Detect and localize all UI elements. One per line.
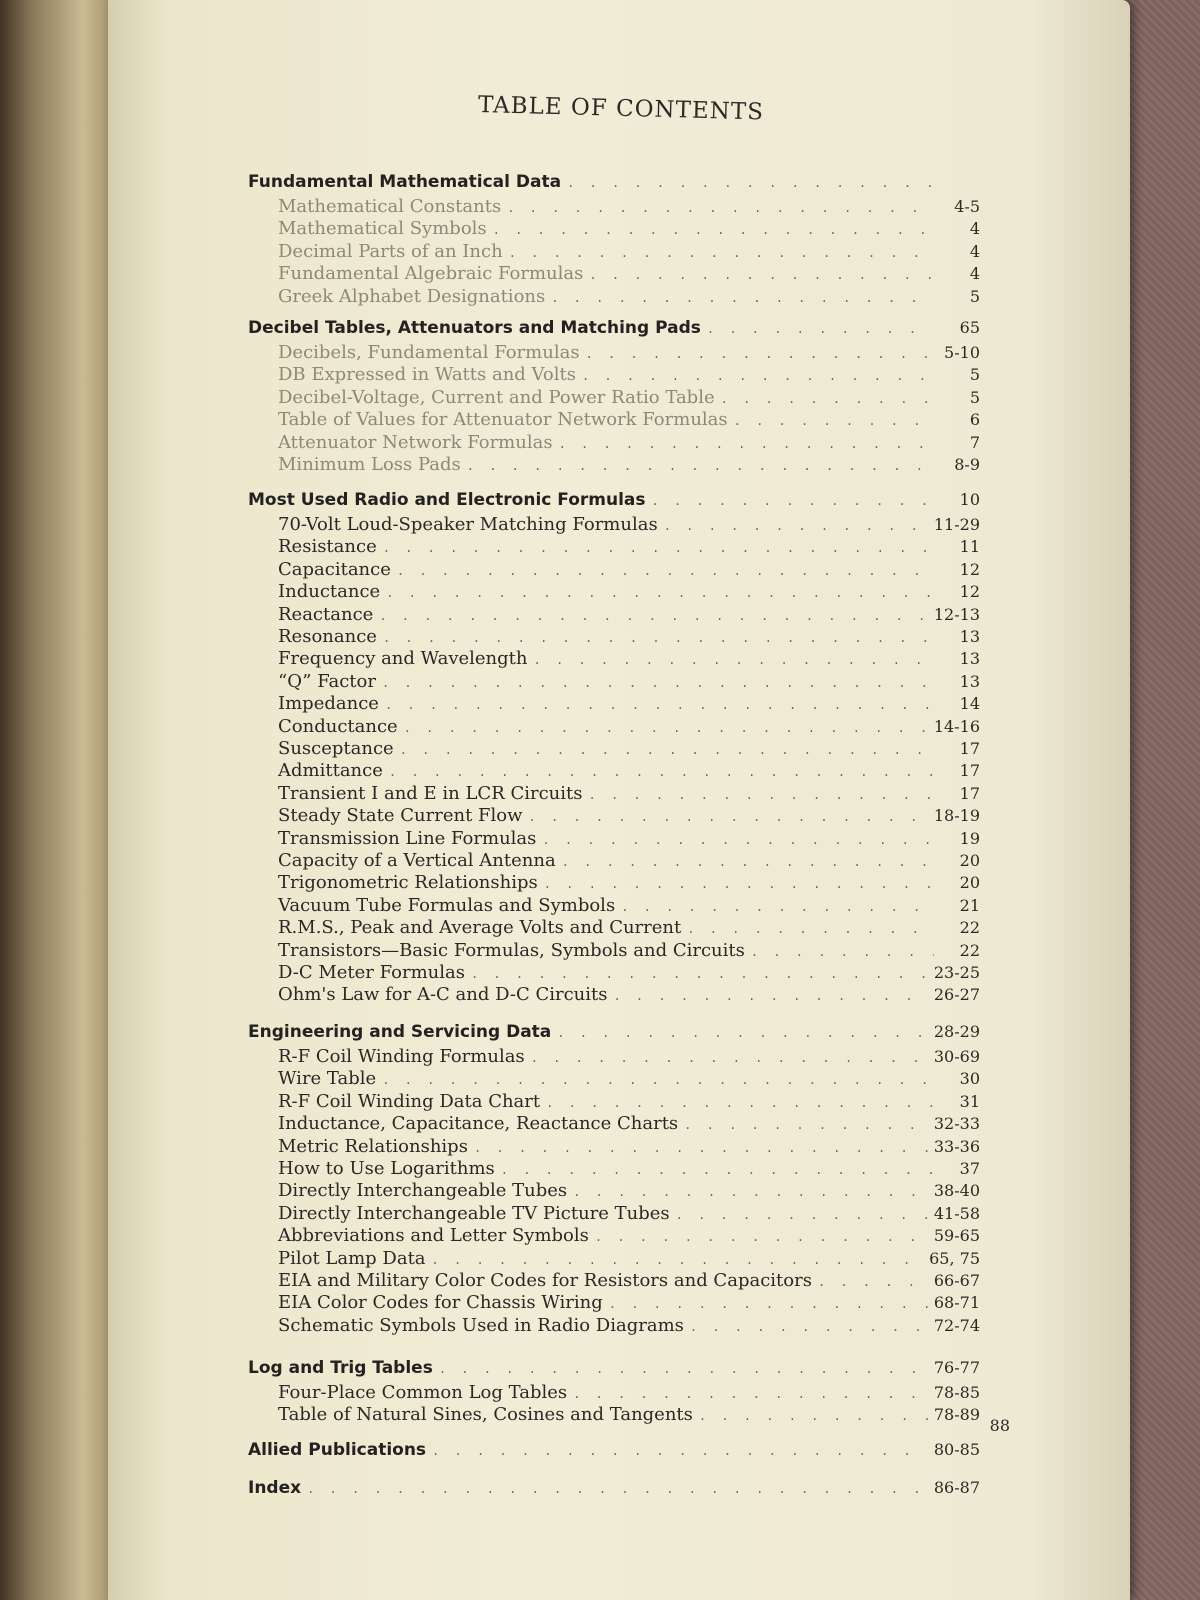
entry-title: Resonance bbox=[278, 626, 377, 647]
left-page-edge bbox=[0, 0, 110, 1600]
entry-title: R-F Coil Winding Formulas bbox=[278, 1046, 525, 1067]
dot-leader bbox=[573, 1185, 928, 1199]
toc-entry bbox=[108, 286, 1130, 310]
toc-section-heading bbox=[108, 1440, 1130, 1464]
toc-entry bbox=[108, 1158, 1130, 1182]
toc-entry bbox=[108, 940, 1130, 964]
entry-title: Mathematical Constants bbox=[278, 196, 502, 217]
entry-title: Greek Alphabet Designations bbox=[278, 285, 546, 307]
toc-entry bbox=[108, 783, 1130, 807]
toc-entry bbox=[108, 1248, 1130, 1272]
page-number: 13 bbox=[959, 627, 980, 646]
entry-title: Capacity of a Vertical Antenna bbox=[278, 850, 556, 871]
dot-leader bbox=[432, 1253, 924, 1267]
page-number: 30-69 bbox=[933, 1047, 980, 1066]
entry-title: Abbreviations and Letter Symbols bbox=[278, 1225, 589, 1247]
page-number: 18-19 bbox=[933, 806, 980, 826]
dot-leader bbox=[818, 1275, 928, 1289]
entry-title: Wire Table bbox=[278, 1068, 377, 1090]
toc-entry bbox=[108, 872, 1130, 896]
toc-section-heading bbox=[108, 318, 1130, 342]
dot-leader bbox=[690, 1320, 928, 1334]
page-number: 4 bbox=[969, 264, 980, 284]
page-number: 20 bbox=[959, 851, 980, 870]
page-number: 59-65 bbox=[933, 1226, 980, 1246]
dot-leader bbox=[684, 1118, 928, 1132]
book-page bbox=[108, 0, 1130, 1600]
dot-leader bbox=[573, 1387, 928, 1401]
page-number: 5 bbox=[969, 286, 980, 306]
section-title: Fundamental Mathematical Data bbox=[248, 172, 562, 192]
page-number: 5-10 bbox=[944, 343, 980, 362]
page-number: 12 bbox=[959, 582, 980, 602]
toc-section-heading bbox=[108, 490, 1130, 514]
dot-leader bbox=[664, 519, 928, 533]
entry-title: Decibels, Fundamental Formulas bbox=[278, 342, 580, 363]
section-title: Index bbox=[248, 1478, 302, 1498]
toc-entry bbox=[108, 1315, 1130, 1339]
entry-title: Attenuator Network Formulas bbox=[278, 431, 553, 453]
page-number: 80-85 bbox=[933, 1440, 980, 1459]
entry-title: Inductance bbox=[278, 581, 381, 603]
page-number: 76-77 bbox=[933, 1358, 980, 1377]
page-number: 19 bbox=[959, 828, 980, 848]
toc-entry bbox=[108, 536, 1130, 560]
page-number: 4-5 bbox=[954, 197, 980, 216]
toc-entry bbox=[108, 1382, 1130, 1406]
page-number: 28-29 bbox=[933, 1022, 980, 1041]
dot-leader bbox=[734, 414, 934, 428]
dot-leader bbox=[493, 223, 934, 237]
entry-title: Transmission Line Formulas bbox=[278, 827, 537, 849]
toc-entry bbox=[108, 1136, 1130, 1160]
dot-leader bbox=[507, 201, 934, 215]
page-number: 22 bbox=[959, 940, 980, 960]
toc-entry bbox=[108, 850, 1130, 874]
page-number: 26-27 bbox=[933, 985, 980, 1005]
toc-entry bbox=[108, 454, 1130, 478]
page-number: 72-74 bbox=[933, 1315, 980, 1335]
entry-title: Trigonometric Relationships bbox=[278, 872, 538, 894]
toc-entry bbox=[108, 738, 1130, 762]
entry-title: Fundamental Algebraic Formulas bbox=[278, 263, 584, 285]
entry-title: Minimum Loss Pads bbox=[278, 454, 461, 475]
entry-title: Conductance bbox=[278, 715, 398, 737]
entry-title: “Q” Factor bbox=[278, 670, 376, 692]
dot-leader bbox=[707, 322, 934, 336]
dot-leader bbox=[567, 176, 934, 190]
toc-section-heading bbox=[108, 172, 1130, 196]
dot-leader bbox=[397, 564, 934, 578]
toc-entry bbox=[108, 895, 1130, 919]
page-number: 11-29 bbox=[933, 515, 980, 534]
page-number: 33-36 bbox=[933, 1136, 980, 1156]
entry-title: R-F Coil Winding Data Chart bbox=[278, 1090, 541, 1112]
dot-leader bbox=[379, 609, 928, 623]
dot-leader bbox=[559, 437, 934, 451]
entry-title: 70-Volt Loud-Speaker Matching Formulas bbox=[278, 514, 658, 535]
toc-section-heading bbox=[108, 1358, 1130, 1382]
toc-entry bbox=[108, 342, 1130, 366]
section-title: Decibel Tables, Attenuators and Matching Pads bbox=[248, 318, 701, 338]
toc-entry bbox=[108, 693, 1130, 717]
toc-entry bbox=[108, 1046, 1130, 1070]
entry-title: Inductance, Capacitance, Reactance Charts bbox=[278, 1113, 679, 1135]
entry-title: Four-Place Common Log Tables bbox=[278, 1382, 568, 1403]
page-number: 23-25 bbox=[933, 963, 980, 982]
page-number: 12-13 bbox=[933, 604, 980, 624]
dot-leader bbox=[589, 268, 934, 282]
dot-leader bbox=[474, 1141, 928, 1155]
dot-leader bbox=[557, 1026, 928, 1040]
page-number: 5 bbox=[969, 387, 980, 407]
dot-leader bbox=[439, 1362, 928, 1376]
page-number: 17 bbox=[959, 783, 980, 803]
page-number: 31 bbox=[959, 1091, 980, 1111]
page-number: 32-33 bbox=[933, 1114, 980, 1134]
toc-entry bbox=[108, 604, 1130, 628]
entry-title: Frequency and Wavelength bbox=[278, 648, 528, 670]
toc-entry bbox=[108, 196, 1130, 220]
dot-leader bbox=[621, 900, 934, 914]
toc-entry bbox=[108, 241, 1130, 265]
dot-leader bbox=[542, 833, 934, 847]
dot-leader bbox=[383, 541, 934, 555]
entry-title: Impedance bbox=[278, 693, 379, 715]
dot-leader bbox=[529, 810, 928, 824]
dot-leader bbox=[546, 1096, 934, 1110]
dot-leader bbox=[400, 743, 934, 757]
toc-entry bbox=[108, 626, 1130, 650]
page-number: 10 bbox=[959, 490, 980, 509]
page-number: 30 bbox=[959, 1069, 980, 1089]
toc-entry bbox=[108, 984, 1130, 1008]
toc-entry bbox=[108, 828, 1130, 852]
dot-leader bbox=[613, 989, 927, 1003]
entry-title: Admittance bbox=[278, 760, 383, 782]
toc-entry bbox=[108, 805, 1130, 829]
page-number: 41-58 bbox=[933, 1203, 980, 1223]
toc-entry bbox=[108, 917, 1130, 941]
toc-entry bbox=[108, 1068, 1130, 1092]
dot-leader bbox=[699, 1409, 928, 1423]
toc-entry bbox=[108, 387, 1130, 411]
dot-leader bbox=[652, 494, 935, 508]
dot-leader bbox=[595, 1230, 928, 1244]
dot-leader bbox=[582, 369, 934, 383]
dot-leader bbox=[307, 1482, 928, 1496]
entry-title: Metric Relationships bbox=[278, 1135, 468, 1157]
page-number: 7 bbox=[969, 432, 980, 452]
entry-title: Decibel-Voltage, Current and Power Ratio Table bbox=[278, 386, 715, 408]
dot-leader bbox=[609, 1297, 928, 1311]
page-title: TABLE OF CONTENTS bbox=[477, 92, 765, 126]
toc-section-heading bbox=[108, 1478, 1130, 1502]
dot-leader bbox=[385, 698, 934, 712]
page-number: 38-40 bbox=[933, 1181, 980, 1201]
entry-title: Directly Interchangeable Tubes bbox=[278, 1180, 568, 1202]
entry-title: Directly Interchangeable TV Picture Tubes bbox=[278, 1202, 670, 1224]
dot-leader bbox=[382, 1073, 934, 1087]
toc-entry bbox=[108, 1113, 1130, 1137]
page-number: 14 bbox=[959, 694, 980, 714]
toc-section-heading bbox=[108, 1022, 1130, 1046]
dot-leader bbox=[751, 945, 934, 959]
dot-leader bbox=[589, 788, 935, 802]
dot-leader bbox=[386, 586, 934, 600]
entry-title: EIA Color Codes for Chassis Wiring bbox=[278, 1292, 603, 1314]
dot-leader bbox=[509, 246, 934, 260]
dot-leader bbox=[586, 347, 934, 361]
dot-leader bbox=[676, 1208, 928, 1222]
page-number: 14-16 bbox=[933, 716, 980, 736]
dot-leader bbox=[471, 967, 928, 981]
dot-leader bbox=[687, 922, 934, 936]
page-number: 20 bbox=[959, 873, 980, 893]
dot-leader bbox=[531, 1051, 928, 1065]
toc-entry bbox=[108, 364, 1130, 388]
entry-title: Vacuum Tube Formulas and Symbols bbox=[278, 894, 616, 916]
toc-entry bbox=[108, 559, 1130, 583]
toc-entry bbox=[108, 1203, 1130, 1227]
dot-leader bbox=[382, 676, 934, 690]
page-number: 65, 75 bbox=[929, 1248, 980, 1268]
page-number: 17 bbox=[959, 739, 980, 758]
toc-entry bbox=[108, 648, 1130, 672]
entry-title: How to Use Logarithms bbox=[278, 1158, 495, 1179]
entry-title: Table of Values for Attenuator Network Formulas bbox=[278, 409, 728, 431]
dot-leader bbox=[404, 721, 928, 735]
dot-leader bbox=[467, 459, 934, 473]
section-title: Most Used Radio and Electronic Formulas bbox=[248, 490, 646, 510]
page-number: 37 bbox=[959, 1159, 980, 1178]
page-number: 86-87 bbox=[933, 1478, 980, 1497]
toc-entry bbox=[108, 1225, 1130, 1249]
page-number: 5 bbox=[969, 365, 980, 385]
entry-title: DB Expressed in Watts and Volts bbox=[278, 364, 576, 386]
entry-title: Decimal Parts of an Inch bbox=[278, 240, 503, 262]
entry-title: Susceptance bbox=[278, 738, 394, 759]
toc-entry bbox=[108, 514, 1130, 538]
page-number: 21 bbox=[959, 895, 980, 915]
page-number: 78-85 bbox=[933, 1383, 980, 1402]
dot-leader bbox=[383, 631, 934, 645]
page-number: 13 bbox=[959, 649, 980, 669]
toc-entry bbox=[108, 263, 1130, 287]
entry-title: Transient I and E in LCR Circuits bbox=[278, 782, 583, 804]
page-number: 11 bbox=[959, 537, 980, 557]
toc-entry bbox=[108, 1270, 1130, 1294]
dot-leader bbox=[562, 855, 934, 869]
page-number: 8-9 bbox=[954, 455, 980, 474]
toc-entry bbox=[108, 409, 1130, 433]
page-number: 22 bbox=[959, 918, 980, 938]
page-number: 78-89 bbox=[933, 1405, 980, 1425]
page-number: 65 bbox=[959, 318, 980, 337]
dot-leader bbox=[534, 653, 935, 667]
entry-title: Ohm's Law for A-C and D-C Circuits bbox=[278, 984, 608, 1006]
toc-entry bbox=[108, 1180, 1130, 1204]
dot-leader bbox=[389, 765, 934, 779]
page-number: 4 bbox=[969, 241, 980, 261]
entry-title: D-C Meter Formulas bbox=[278, 962, 465, 983]
dot-leader bbox=[432, 1444, 928, 1458]
toc-entry bbox=[108, 1091, 1130, 1115]
toc-entry bbox=[108, 962, 1130, 986]
entry-title: Table of Natural Sines, Cosines and Tangents bbox=[278, 1404, 693, 1426]
entry-title: Steady State Current Flow bbox=[278, 805, 523, 827]
table-of-contents bbox=[108, 0, 1130, 1600]
page-number: 13 bbox=[959, 671, 980, 691]
dot-leader bbox=[551, 291, 934, 305]
entry-title: Transistors—Basic Formulas, Symbols and Circuits bbox=[278, 939, 745, 961]
dot-leader bbox=[721, 392, 934, 406]
entry-title: Schematic Symbols Used in Radio Diagrams bbox=[278, 1314, 684, 1336]
toc-entry bbox=[108, 218, 1130, 242]
toc-entry bbox=[108, 432, 1130, 456]
entry-title: Mathematical Symbols bbox=[278, 218, 487, 240]
toc-entry bbox=[108, 760, 1130, 784]
toc-entry bbox=[108, 1404, 1130, 1428]
entry-title: Capacitance bbox=[278, 558, 391, 580]
page-number: 6 bbox=[969, 410, 980, 430]
toc-entry bbox=[108, 716, 1130, 740]
page-number: 17 bbox=[959, 761, 980, 781]
section-title: Log and Trig Tables bbox=[248, 1358, 433, 1378]
toc-entry bbox=[108, 671, 1130, 695]
toc-entry bbox=[108, 1292, 1130, 1316]
entry-title: Reactance bbox=[278, 603, 374, 625]
entry-title: EIA and Military Color Codes for Resistors and Capacitors bbox=[278, 1270, 812, 1291]
entry-title: Pilot Lamp Data bbox=[278, 1247, 426, 1269]
page-number: 12 bbox=[959, 559, 980, 579]
section-title: Engineering and Servicing Data bbox=[248, 1022, 552, 1042]
entry-title: Resistance bbox=[278, 536, 377, 558]
page-number: 88 bbox=[989, 1416, 1010, 1435]
page-number: 4 bbox=[969, 219, 980, 239]
page-number: 66-67 bbox=[933, 1271, 980, 1290]
section-title: Allied Publications bbox=[248, 1440, 427, 1460]
dot-leader bbox=[501, 1163, 934, 1177]
dot-leader bbox=[544, 877, 934, 891]
entry-title: R.M.S., Peak and Average Volts and Current bbox=[278, 917, 682, 939]
toc-entry bbox=[108, 581, 1130, 605]
page-number: 68-71 bbox=[933, 1293, 980, 1313]
